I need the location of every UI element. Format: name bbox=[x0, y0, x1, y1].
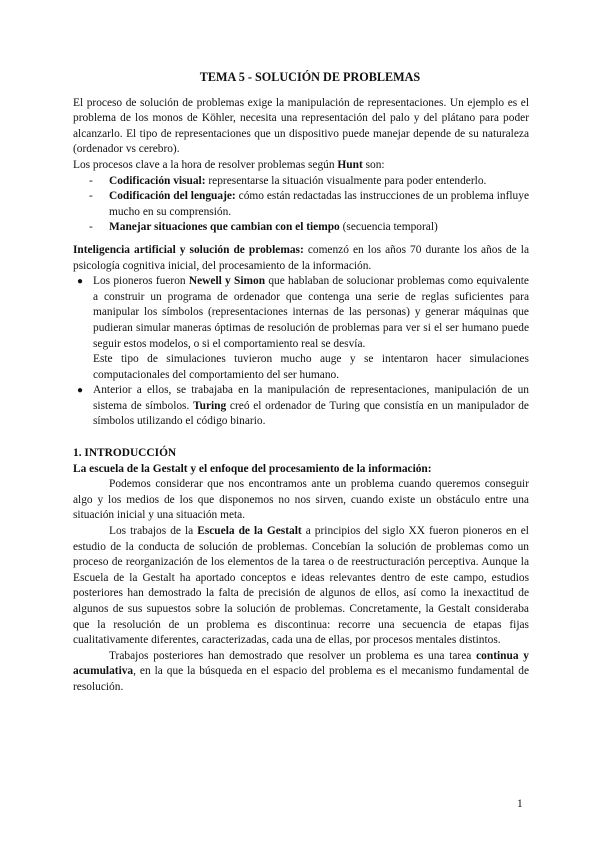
ai-bullet-list bbox=[73, 274, 529, 430]
page-number: 1 bbox=[517, 798, 523, 810]
page-title: TEMA 5 - SOLUCIÓN DE PROBLEMAS bbox=[199, 70, 421, 84]
section-heading: 1. INTRODUCCIÓN bbox=[73, 447, 177, 460]
body-paragraph: Podemos considerar que nos encontramos ante un problema cuando queremos conseguir algo y los medios de los que disponemos no nos sirven, cuando existe un obstáculo entre una situación inicial y una situación meta. bbox=[73, 478, 529, 522]
body-paragraph: Los trabajos de la Escuela de la Gestalt a principios del siglo XX fueron pioneros en el estudio de la conducta de solución de problemas. Concebían la solución de problemas como un proceso de reorganización de los elementos de la tarea o de reestructuración perceptiva. Aunque la Escuela de la Gestalt ha aportado conceptos e ideas relevantes dentro de este campo, estudios posteriores han demostrado la falta de precisión de algunos de ellos, así como la inexactitud de algunos de sus supuestos sobre la solución de problemas. Concretamente, la Gestalt consideraba que la resolución de un problema es discontinua: recorre una secuencia de etapas fijas cualitativamente diferentes, caracterizadas, cada una de ellas, por procesos mentales distintos. bbox=[73, 525, 529, 647]
hunt-processes-list bbox=[73, 174, 529, 236]
hunt-processes-intro: Los procesos clave a la hora de resolver problemas según Hunt son: bbox=[73, 158, 385, 171]
page-content bbox=[73, 70, 529, 696]
intro-paragraph: El proceso de solución de problemas exige la manipulación de representaciones. Un ejemplo es el problema de los monos de Köhler, necesita una representación del palo y del plátano para poder alcanzarlo. El tipo de representaciones que un dispositivo puede manejar depende de su naturaleza (ordenador vs cerebro). bbox=[73, 96, 529, 156]
list-item: - Manejar situaciones que cambian con el tiempo (secuencia temporal) bbox=[89, 221, 438, 234]
list-item: - Codificación visual: representarse la situación visualmente para poder entenderlo. bbox=[89, 174, 487, 187]
list-item: ● Los pioneros fueron Newell y Simon que hablaban de solucionar problemas como equivalente a construir un programa de ordenador que contenga una serie de reglas suficientes para manipular los símbolos (representaciones internas de las personas) y generar máquinas que pudieran simular maneras óptimas de resolución de problemas para ver si el ser humano puede seguir estos modelos, o si el comportamiento real se desvía. Este tipo de simulaciones tuvieron mucho auge y se intentaron hacer simulaciones computacionales del comportamiento del ser humano. bbox=[77, 275, 529, 381]
section-subheading: La escuela de la Gestalt y el enfoque del procesamiento de la información: bbox=[73, 462, 432, 475]
ai-paragraph: Inteligencia artificial y solución de problemas: comenzó en los años 70 durante los años de la psicología cognitiva inicial, del procesamiento de la información. bbox=[73, 243, 529, 272]
body-paragraph: Trabajos posteriores han demostrado que resolver un problema es una tarea continua y acumulativa, en la que la búsqueda en el espacio del problema es el mecanismo fundamental de resolución. bbox=[73, 649, 529, 693]
list-item: ● Anterior a ellos, se trabajaba en la manipulación de representaciones, manipulación de un sistema de símbolos. Turing creó el ordenador de Turing que consistía en un manipulador de símbolos utilizando el código binario. bbox=[77, 384, 529, 428]
list-item: - Codificación del lenguaje: cómo están redactadas las instrucciones de un problema influye mucho en su comprensión. bbox=[89, 190, 529, 218]
